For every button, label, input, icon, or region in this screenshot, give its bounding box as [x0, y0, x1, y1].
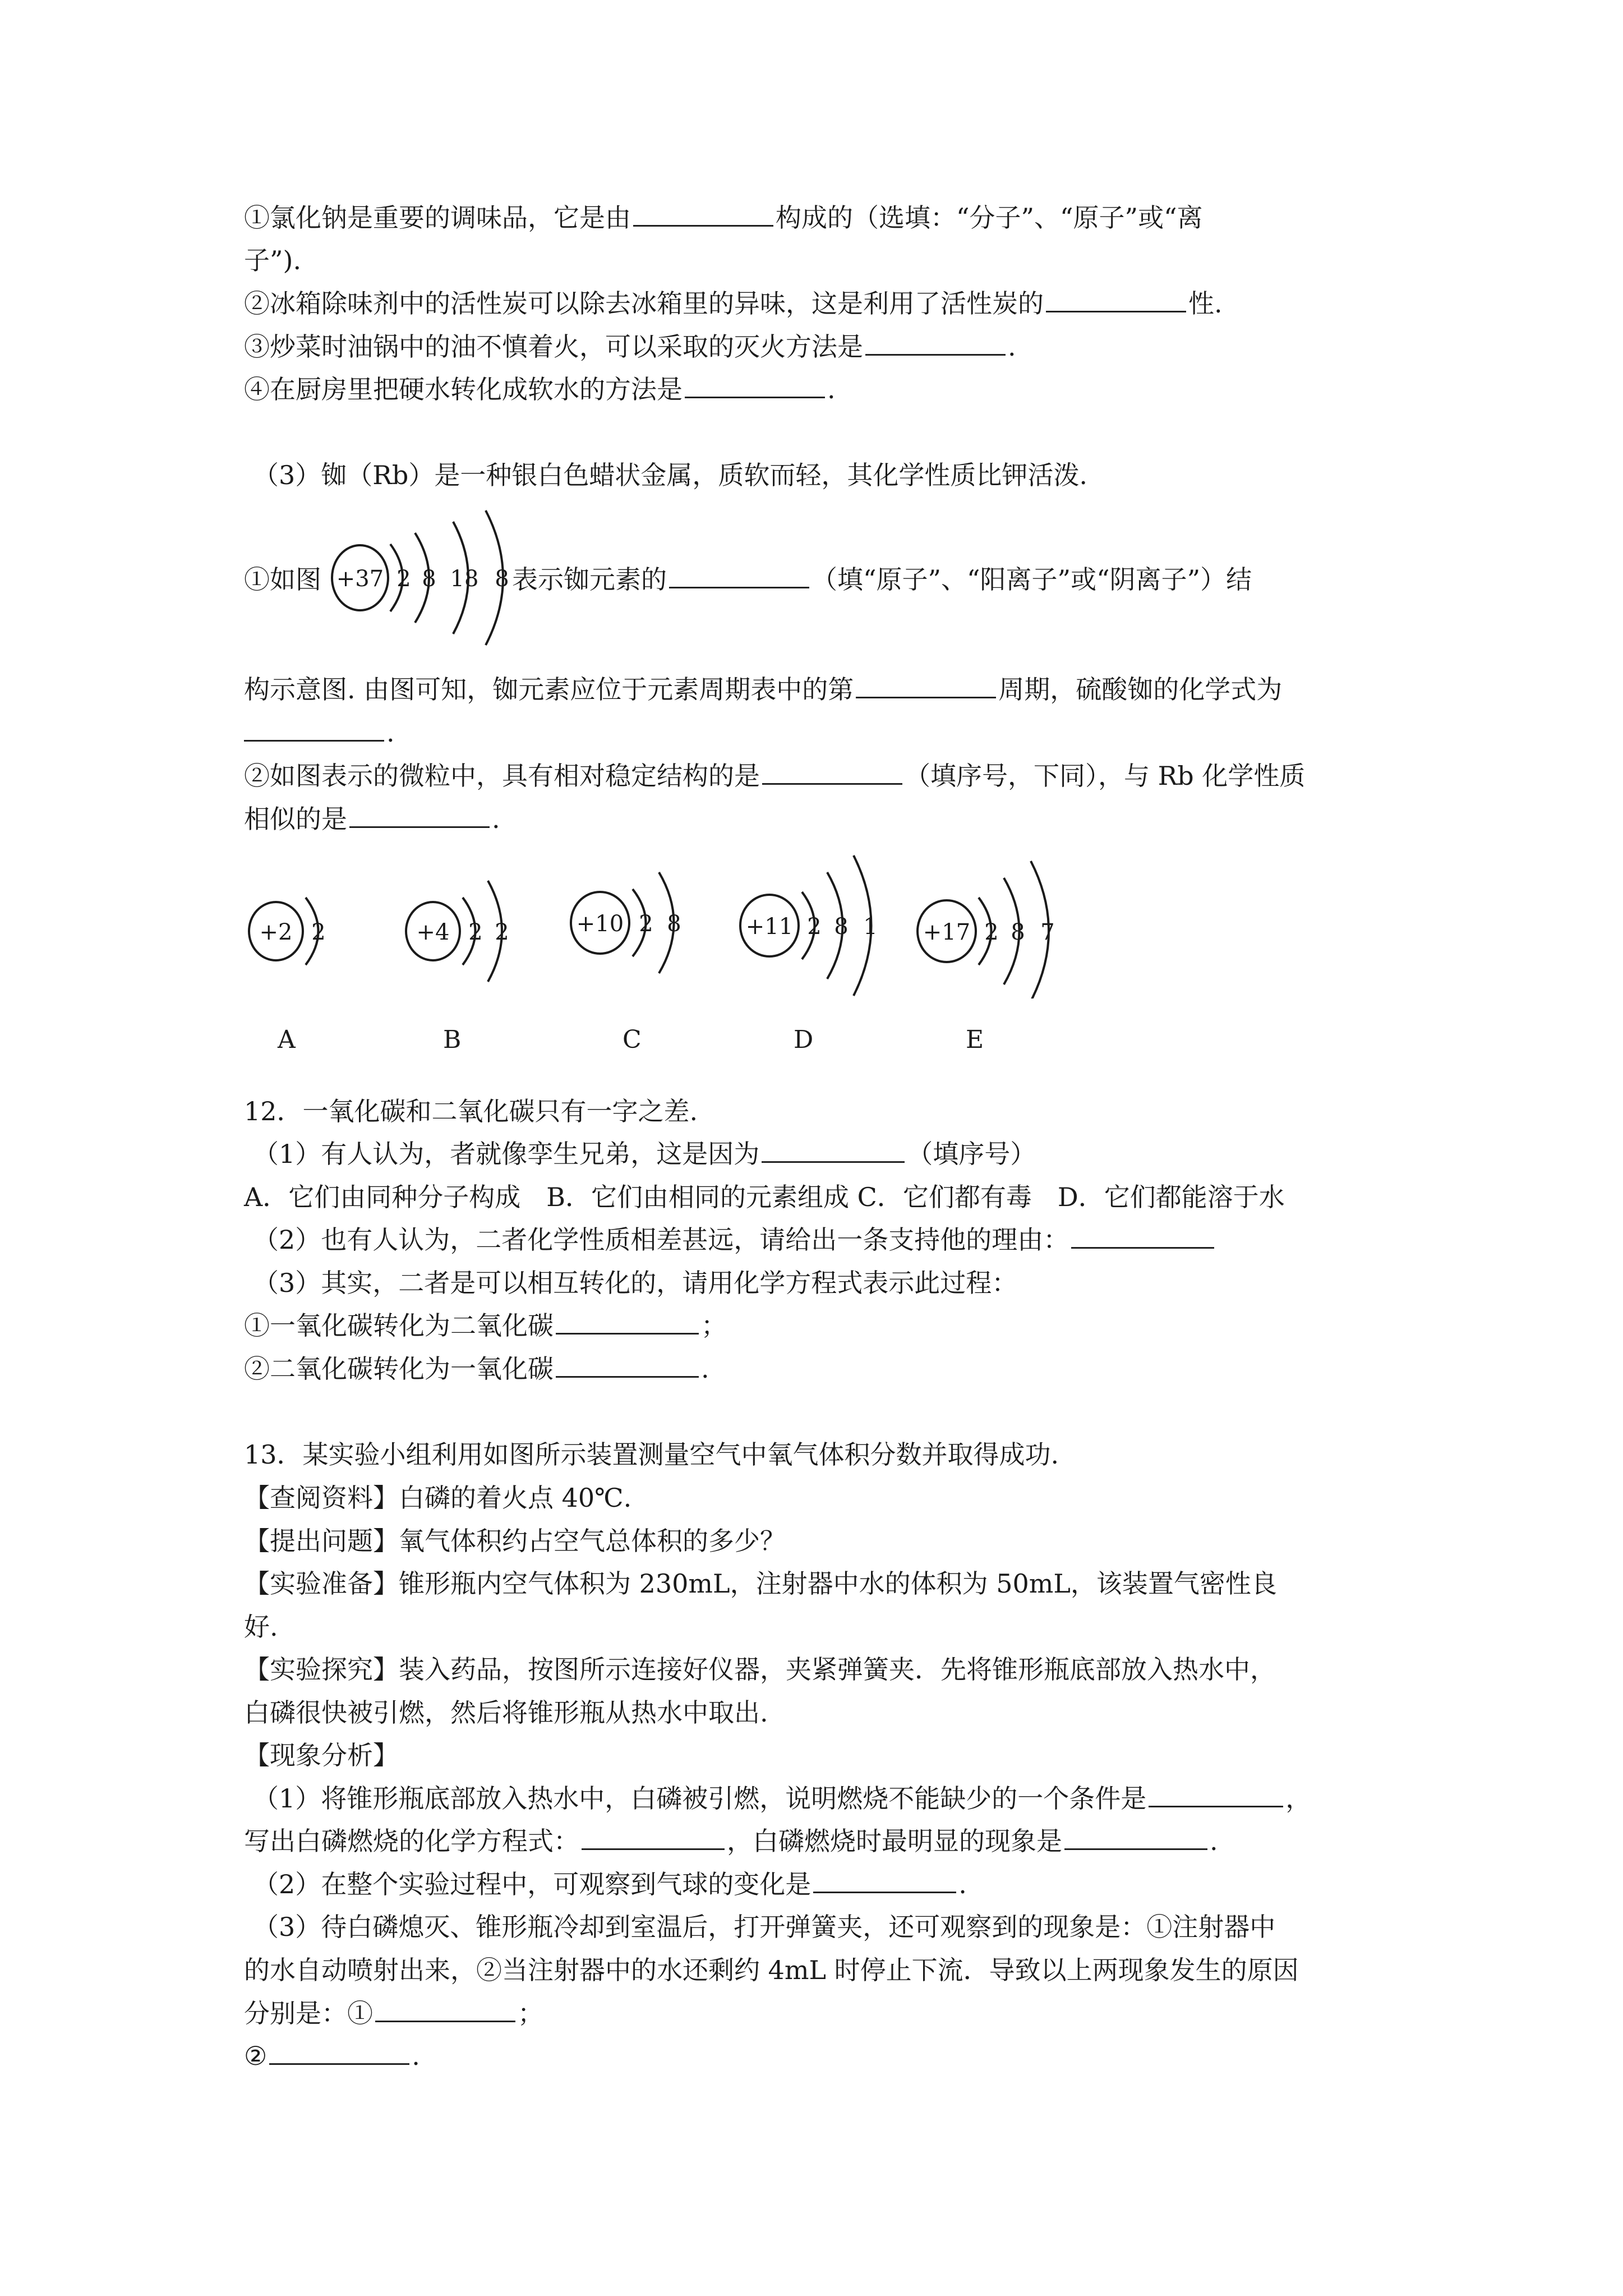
q11-line-1: ①氯化钠是重要的调味品，它是由 构成的（选填：“分子”、“原子”或“离 [244, 203, 1203, 233]
rb-nucleus: +37 [336, 566, 384, 592]
particle-diagrams [247, 841, 1077, 999]
q11-line-3: ②冰箱除味剂中的活性炭可以除去冰箱里的异味，这是利用了活性炭的 性. [244, 288, 1223, 319]
q11-part-3: （3）铷（Rb）是一种银白色蜡状金属，质软而轻，其化学性质比钾活泼. [253, 460, 1087, 490]
answer-blank[interactable] [669, 564, 809, 588]
answer-blank[interactable] [762, 1139, 905, 1163]
q12-sub-2: ②二氧化碳转化为一氧化碳 . [244, 1354, 709, 1384]
particle-c-shell-2: 8 [667, 911, 681, 937]
q12-part-2: （2）也有人认为，二者化学性质相差甚远，请给出一条支持他的理由： [253, 1223, 1216, 1257]
answer-blank[interactable] [1064, 1826, 1207, 1850]
rb-shell-1: 2 [396, 566, 411, 592]
particle-b-shell-2: 2 [495, 919, 509, 945]
particle-c-diagram [571, 872, 681, 973]
q13-line-6: 白磷很快被引燃，然后将锥形瓶从热水中取出. [244, 1697, 768, 1728]
rb-structure-diagram [331, 505, 522, 651]
q13-line-1: 【查阅资料】白磷的着火点 40℃. [244, 1483, 632, 1513]
particle-d-shell-3: 1 [863, 914, 878, 940]
rb-shell-2: 8 [422, 566, 436, 592]
particle-c-nucleus: +10 [576, 911, 624, 937]
answer-blank[interactable] [813, 1869, 956, 1893]
particle-e-shell-1: 2 [984, 919, 999, 945]
answer-blank[interactable] [556, 1354, 699, 1378]
particle-c-shell-1: 2 [639, 911, 653, 937]
particle-b-nucleus: +4 [416, 919, 450, 945]
q13-line-2: 【提出问题】氧气体积约占空气总体积的多少？ [244, 1526, 786, 1556]
q13-line-10: （2）在整个实验过程中，可观察到气球的变化是 . [253, 1869, 967, 1899]
particle-label-d: D [794, 1025, 814, 1054]
particle-d-shell-1: 2 [807, 914, 822, 940]
answer-blank[interactable] [1149, 1783, 1283, 1807]
particle-d-diagram [740, 855, 878, 996]
particle-a-diagram [249, 898, 326, 965]
q13-line-8: （1）将锥形瓶底部放入热水中，白磷被引燃，说明燃烧不能缺少的一个条件是 ， [253, 1783, 1312, 1814]
q13-line-3: 【实验准备】锥形瓶内空气体积为 230mL，注射器中水的体积为 50mL，该装置气密性良 [244, 1568, 1277, 1599]
q13-line-14: ② . [244, 2041, 420, 2071]
q13-line-11: （3）待白磷熄灭、锥形瓶冷却到室温后，打开弹簧夹，还可观察到的现象是：①注射器中 [253, 1912, 1276, 1942]
particle-a-nucleus: +2 [259, 919, 293, 945]
q11-line-2: 子”). [244, 245, 302, 275]
rb-line-5: 相似的是 . [244, 804, 500, 834]
answer-blank[interactable] [349, 804, 490, 828]
answer-blank[interactable] [633, 203, 773, 227]
rb-shell-3: 18 [450, 566, 479, 592]
particle-label-c: C [623, 1025, 642, 1054]
particle-e-nucleus: +17 [923, 919, 971, 945]
answer-blank[interactable] [685, 374, 825, 398]
rb-shell-4: 8 [495, 566, 509, 592]
particle-label-a: A [278, 1025, 296, 1054]
q12-options: A．它们由同种分子构成 B．它们由相同的元素组成 C．它们都有毒 D．它们都能溶于水 [244, 1182, 1285, 1212]
rb-line-3: . [244, 716, 395, 749]
particle-e-shell-3: 7 [1040, 919, 1055, 945]
particle-d-shell-2: 8 [834, 914, 849, 940]
particle-d-nucleus: +11 [745, 914, 794, 940]
answer-blank[interactable] [269, 2041, 409, 2065]
q13-line-7: 【现象分析】 [244, 1740, 399, 1770]
answer-blank[interactable] [762, 761, 902, 785]
particle-e-diagram [917, 861, 1055, 999]
answer-blank[interactable] [856, 674, 996, 698]
q13-title: 13．某实验小组利用如图所示装置测量空气中氧气体积分数并取得成功. [244, 1439, 1059, 1470]
answer-blank[interactable] [375, 1998, 515, 2022]
answer-blank[interactable] [865, 332, 1006, 356]
q13-line-4: 好. [244, 1612, 278, 1642]
q12-part-1: （1）有人认为，者就像孪生兄弟，这是因为 （填序号） [253, 1139, 1036, 1169]
q13-line-13: 分别是：① ； [244, 1998, 543, 2028]
q13-line-12: 的水自动喷射出来，②当注射器中的水还剩约 4mL 时停止下流．导致以上两现象发生的原因 [244, 1955, 1299, 1985]
particle-b-shell-1: 2 [468, 919, 483, 945]
rb-line-4: ②如图表示的微粒中，具有相对稳定结构的是 （填序号，下同），与 Rb 化学性质 [244, 761, 1306, 791]
q12-part-3: （3）其实，二者是可以相互转化的，请用化学方程式表示此过程： [253, 1268, 1018, 1298]
q11-line-5: ④在厨房里把硬水转化成软水的方法是 . [244, 374, 836, 404]
rb-line-2: 构示意图. 由图可知，铷元素应位于元素周期表中的第 周期，硫酸铷的化学式为 [244, 674, 1283, 705]
q11-line-4: ③炒菜时油锅中的油不慎着火，可以采取的灭火方法是 . [244, 332, 1016, 362]
q13-line-5: 【实验探究】装入药品，按图所示连接好仪器，夹紧弹簧夹．先将锥形瓶底部放入热水中， [244, 1654, 1276, 1685]
answer-blank[interactable] [1046, 288, 1186, 312]
q12-title: 12．一氧化碳和二氧化碳只有一字之差. [244, 1096, 698, 1126]
particle-label-b: B [443, 1025, 462, 1054]
q13-line-9: 写出白磷燃烧的化学方程式： ，白磷燃烧时最明显的现象是 . [244, 1826, 1218, 1856]
answer-blank[interactable] [556, 1310, 699, 1335]
particle-label-e: E [966, 1025, 984, 1054]
q12-sub-1: ①一氧化碳转化为二氧化碳 ； [244, 1310, 727, 1341]
particle-e-shell-2: 8 [1011, 919, 1025, 945]
answer-blank[interactable] [582, 1826, 725, 1850]
particle-a-shell-1: 2 [311, 919, 326, 945]
particle-b-diagram [406, 881, 509, 982]
rb-line-1: ①如图 表示铷元素的 （填“原子”、“阳离子”或“阴离子”）结 [244, 564, 1252, 595]
answer-blank[interactable] [244, 717, 384, 742]
answer-blank[interactable] [1071, 1225, 1214, 1249]
